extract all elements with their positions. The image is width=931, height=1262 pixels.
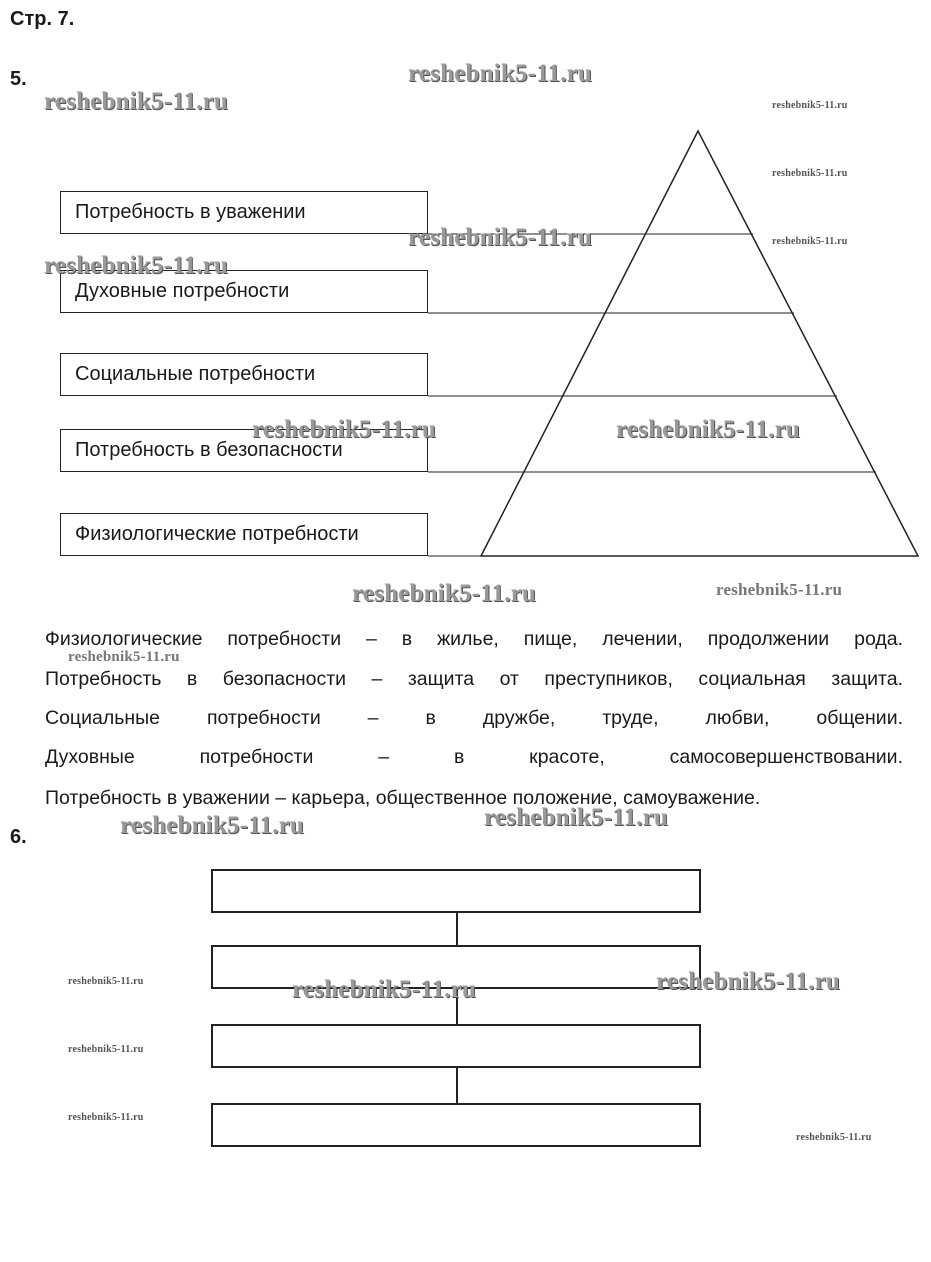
chart-box-3 [211, 1024, 701, 1068]
page-title: Стр. 7. [10, 8, 75, 30]
watermark: reshebnik5-11.ru [772, 100, 848, 111]
description-safety: Потребность в безопасности – защита от преступников, социальная защита. [45, 668, 903, 690]
chart-box-4 [211, 1103, 701, 1147]
watermark: reshebnik5-11.ru [292, 976, 477, 1003]
chart-connector-1 [456, 913, 458, 945]
watermark: reshebnik5-11.ru [772, 168, 848, 179]
chart-connector-3 [456, 1068, 458, 1103]
watermark: reshebnik5-11.ru [616, 416, 801, 443]
watermark: reshebnik5-11.ru [120, 812, 305, 839]
chart-box-1 [211, 869, 701, 913]
watermark: reshebnik5-11.ru [796, 1132, 872, 1143]
exercise-6-number: 6. [10, 826, 27, 848]
watermark: reshebnik5-11.ru [408, 60, 593, 87]
chart-connector-2 [456, 989, 458, 1024]
watermark: reshebnik5-11.ru [68, 649, 180, 665]
watermark: reshebnik5-11.ru [656, 968, 841, 995]
watermark: reshebnik5-11.ru [252, 416, 437, 443]
watermark: reshebnik5-11.ru [716, 580, 843, 599]
watermark: reshebnik5-11.ru [68, 1112, 144, 1123]
watermark: reshebnik5-11.ru [772, 236, 848, 247]
pyramid-outline [481, 131, 918, 556]
watermark: reshebnik5-11.ru [68, 976, 144, 987]
description-physiological: Физиологические потребности – в жилье, пище, лечении, продолжении рода. [45, 628, 903, 650]
exercise-5-number: 5. [10, 68, 27, 90]
watermark: reshebnik5-11.ru [408, 224, 593, 251]
watermark: reshebnik5-11.ru [44, 88, 229, 115]
description-social: Социальные потребности – в дружбе, труде, любви, общении. [45, 707, 903, 729]
box-spiritual-needs: Духовные потребности [60, 270, 428, 313]
watermark: reshebnik5-11.ru [68, 1044, 144, 1055]
description-esteem: Потребность в уважении – карьера, общественное положение, самоуважение. [45, 787, 761, 809]
chart-box-2 [211, 945, 701, 989]
box-social-needs: Социальные потребности [60, 353, 428, 396]
box-safety-needs: Потребность в безопасности [60, 429, 428, 472]
box-esteem-needs: Потребность в уважении [60, 191, 428, 234]
description-spiritual: Духовные потребности – в красоте, самосовершенствовании. [45, 746, 903, 768]
watermark: reshebnik5-11.ru [484, 804, 669, 831]
watermark: reshebnik5-11.ru [352, 580, 537, 607]
box-physiological-needs: Физиологические потребности [60, 513, 428, 556]
watermark: reshebnik5-11.ru [44, 252, 229, 279]
